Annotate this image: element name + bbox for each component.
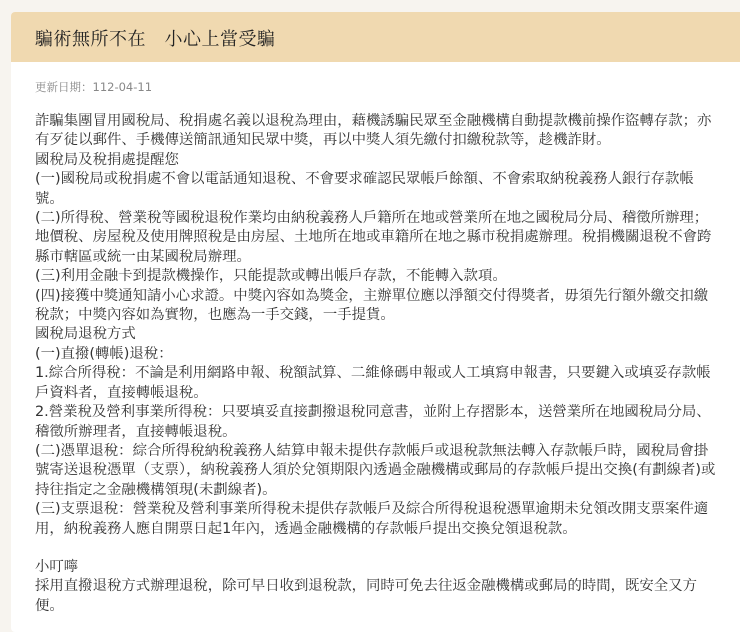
paragraph: (一)直撥(轉帳)退稅：: [35, 345, 173, 362]
paragraph: (一)國稅局或稅捐處不會以電話通知退稅、不會要求確認民眾帳戶餘額、不會索取納稅義務人銀行存款帳號。: [35, 171, 694, 207]
article-card: [11, 12, 740, 632]
paragraph: 2.營業稅及營利事業所得稅：只要填妥直接劃撥退稅同意書，並附上存摺影本，送營業所在地國稅局分局、稽徵所辦理者，直接轉帳退稅。: [35, 404, 711, 440]
page-title: 騙術無所不在 小心上當受騙: [35, 29, 276, 50]
paragraph: 1.綜合所得稅：不論是利用網路申報、稅額試算、二維條碼申報或人工填寫申報書，只要鍵入或填妥存款帳戶資料者，直接轉帳退稅。: [35, 365, 711, 401]
paragraph: (三)利用金融卡到提款機操作，只能提款或轉出帳戶存款，不能轉入款項。: [35, 268, 507, 285]
section-heading-reminder: 國稅局及稅捐處提醒您: [35, 151, 179, 168]
paragraph: (四)接獲中獎通知請小心求證。中獎內容如為獎金，主辦單位應以淨額交付得獎者，毋須先行額外繳交扣繳稅款；中獎內容如為實物，也應為一手交錢，一手提貨。: [35, 287, 709, 324]
tip-heading: 小叮嚀: [35, 558, 79, 575]
update-date: 更新日期：112-04-11: [35, 80, 153, 94]
tip-text: 採用直撥退稅方式辦理退稅，除可早日收到退稅款，同時可免去往返金融機構或郵局的時間，既安全又方便。: [35, 578, 697, 614]
paragraph-intro: 詐騙集團冒用國稅局、稅捐處名義以退稅為理由，藉機誘騙民眾至金融機構自動提款機前操作盜轉存款；亦有歹徒以郵件、手機傳送簡訊通知民眾中獎，再以中獎人須先繳付扣繳稅款等，趁機詐財。: [35, 113, 712, 149]
article-header: [11, 12, 740, 62]
paragraph: (二)所得稅、營業稅等國稅退稅作業均由納稅義務人戶籍所在地或營業所在地之國稅局分局、稽徵所辦理；地價稅、房屋稅及使用牌照稅是由房屋、土地所在地或車籍所在地之縣市稅捐處辦理。稅捐機關退稅不會跨縣市轄區或統一由某國稅局辦理。: [35, 210, 712, 265]
section-heading-refund-methods: 國稅局退稅方式: [35, 326, 136, 343]
paragraph: (二)憑單退稅：綜合所得稅納稅義務人結算申報未提供存款帳戶或退稅款無法轉入存款帳戶時，國稅局會掛號寄送退稅憑單（支票），納稅義務人須於兌領期限內透過金融機構或郵局的存款帳戶提出交換(有劃線者)或持往指定之金融機構領現(未劃線者)。: [35, 442, 716, 498]
article-body: [35, 112, 717, 616]
paragraph: (三)支票退稅：營業稅及營利事業所得稅未提供存款帳戶及綜合所得稅退稅憑單逾期未兌領改開支票案件適用，納稅義務人應自開票日起1年內，透過金融機構的存款帳戶提出交換兌領退稅款。: [35, 501, 709, 537]
